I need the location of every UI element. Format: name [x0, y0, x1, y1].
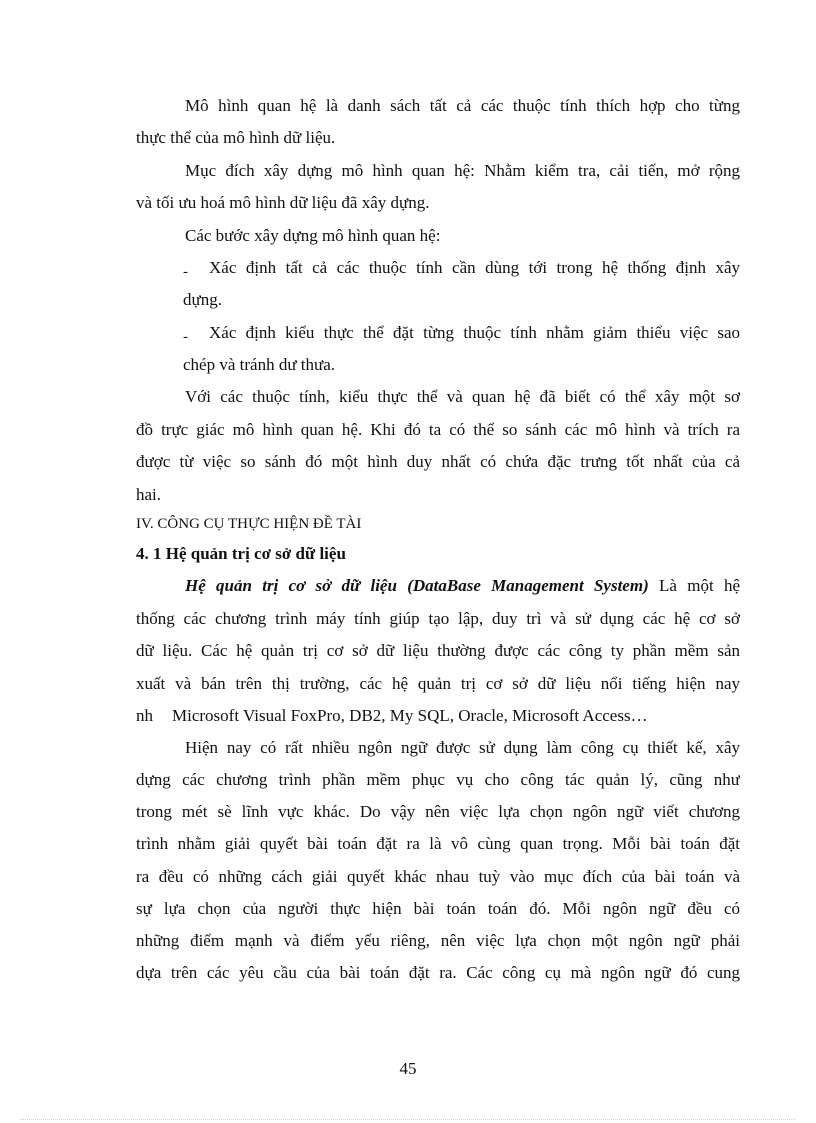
paragraph-line	[136, 705, 740, 727]
paragraph-line: trong mét sè lĩnh vực khác. Do vậy nên việc lựa chọn ngôn ngữ viết chương	[136, 802, 740, 821]
paragraph-line: thực thể của mô hình dữ liệu.	[136, 128, 336, 147]
paragraph-line: Hiện nay có rất nhiều ngôn ngữ được sử dụng làm công cụ thiết kế, xây	[185, 738, 740, 757]
paragraph-line: và tối ưu hoá mô hình dữ liệu đã xây dựng.	[136, 193, 430, 212]
paragraph-text: Là một hệ	[648, 576, 740, 595]
paragraph-line: xuất và bán trên thị trường, các hệ quản trị cơ sở dữ liệu nổi tiếng hiện nay	[136, 674, 740, 693]
bullet-marker: -	[183, 264, 188, 280]
paragraph-text: Microsoft Visual FoxPro, DB2, My SQL, Oracle, Microsoft Access…	[172, 706, 648, 725]
paragraph-line: ra đều có những cách giải quyết khác nhau tuỳ vào mục đích của bài toán và	[136, 867, 740, 886]
paragraph-line: được từ việc so sánh đó một hình duy nhất có chứa đặc trưng tốt nhất của cả	[136, 452, 740, 471]
bullet-item-line: Xác định kiểu thực thể đặt từng thuộc tính nhằm giảm thiểu việc sao	[209, 323, 740, 342]
paragraph-line: dữ liệu. Các hệ quản trị cơ sở dữ liệu thường được các công ty phần mềm sản	[136, 641, 740, 660]
paragraph-line: hai.	[136, 485, 162, 504]
paragraph-line: trình nhằm giải quyết bài toán đặt ra là vô cùng quan trọng. Mỗi bài toán đặt	[136, 834, 740, 853]
subsection-heading: 4. 1 Hệ quản trị cơ sở dữ liệu	[136, 544, 346, 563]
bullet-item-line: Xác định tất cả các thuộc tính cần dùng tới trong hệ thống định xây	[209, 258, 740, 277]
section-heading: IV. CÔNG CỤ THỰC HIỆN ĐỀ TÀI	[136, 516, 362, 532]
paragraph-line: Với các thuộc tính, kiểu thực thể và quan hệ đã biết có thể xây một sơ	[185, 387, 740, 406]
bullet-item-line: chép và tránh dư thưa.	[183, 355, 336, 374]
paragraph-line: Mục đích xây dựng mô hình quan hệ: Nhằm kiểm tra, cải tiến, mở rộng	[185, 161, 740, 180]
paragraph-line: Mô hình quan hệ là danh sách tất cả các thuộc tính thích hợp cho từng	[185, 96, 740, 115]
paragraph-line: những điểm mạnh và điểm yếu riêng, nên việc lựa chọn một ngôn ngữ phải	[136, 931, 740, 950]
paragraph-text: nh	[136, 706, 153, 725]
bullet-marker: -	[183, 329, 188, 345]
paragraph-line: thống các chương trình máy tính giúp tạo lập, duy trì và sử dụng các hệ cơ sở	[136, 609, 740, 628]
page-number: 45	[399, 1059, 417, 1078]
page-edge-divider	[20, 1119, 796, 1120]
paragraph-line	[185, 575, 740, 597]
bullet-item-line: dựng.	[183, 290, 222, 309]
paragraph-line: dựa trên các yêu cầu của bài toán đặt ra. Các công cụ mà ngôn ngữ đó cung	[136, 963, 740, 982]
paragraph-line: đồ trực giác mô hình quan hệ. Khi đó ta có thể so sánh các mô hình và trích ra	[136, 420, 740, 439]
paragraph-line: sự lựa chọn của người thực hiện bài toán toán đó. Mỗi ngôn ngữ đều có	[136, 899, 740, 918]
paragraph-line: Các bước xây dựng mô hình quan hệ:	[185, 226, 441, 245]
paragraph-line: dựng các chương trình phần mềm phục vụ cho công tác quản lý, cũng như	[136, 770, 740, 789]
defined-term: Hệ quản trị cơ sở dữ liệu (DataBase Management System)	[185, 576, 649, 595]
